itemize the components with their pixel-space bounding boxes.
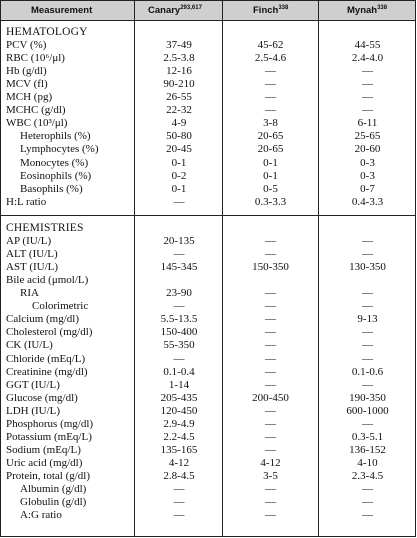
section-title: HEMATOLOGY	[6, 26, 88, 38]
finch-value: —	[265, 65, 276, 78]
header-canary-ref: 293,617	[180, 4, 202, 11]
table-row	[1, 299, 415, 313]
mynah-value: 44-55	[354, 39, 381, 52]
mynah-value: —	[362, 326, 373, 339]
header-canary-label: Canary	[148, 5, 181, 16]
row-label: Sodium (mEq/L)	[6, 443, 81, 456]
table-row	[1, 325, 415, 339]
mynah-value: 25-65	[354, 130, 381, 143]
row-label: WBC (10³/μl)	[6, 117, 68, 130]
mynah-value: 9-13	[357, 313, 378, 326]
finch-value: 3-8	[263, 117, 278, 130]
table-row	[1, 417, 415, 431]
canary-value: —	[173, 300, 185, 313]
finch-value: 45-62	[257, 39, 284, 52]
mynah-value: 600-1000	[346, 404, 389, 417]
finch-value: —	[265, 287, 276, 300]
mynah-value: —	[362, 104, 373, 117]
finch-value: 20-65	[257, 130, 284, 143]
row-label: Cholesterol (mg/dl)	[6, 326, 93, 339]
row-label: Hb (g/dl)	[6, 65, 47, 78]
mynah-value: —	[362, 287, 373, 300]
row-label: MCV (fl)	[6, 78, 48, 91]
table-row	[1, 273, 415, 287]
finch-value: —	[265, 104, 276, 117]
canary-value: —	[173, 195, 185, 208]
finch-value: —	[265, 483, 276, 495]
canary-value: 4-9	[171, 117, 187, 130]
row-label: Basophils (%)	[20, 182, 83, 195]
canary-value: 0.1-0.4	[163, 365, 195, 378]
finch-value: —	[265, 300, 276, 313]
section-divider	[1, 215, 415, 216]
table-row	[1, 312, 415, 326]
row-label: Eosinophils (%)	[20, 169, 92, 182]
table-row	[1, 169, 415, 183]
finch-value: —	[265, 365, 276, 378]
canary-value: 145-345	[160, 261, 198, 274]
table-row	[1, 365, 415, 379]
mynah-value: 190-350	[349, 391, 386, 404]
finch-value: —	[265, 248, 276, 261]
canary-value: 0-1	[171, 182, 187, 195]
table-row	[1, 156, 415, 170]
mynah-value: 0.3-5.1	[351, 430, 384, 443]
table-row	[1, 129, 415, 143]
row-label: Albumin (g/dl)	[20, 483, 87, 495]
table-header	[1, 1, 415, 21]
mynah-value: —	[362, 91, 373, 104]
canary-value: 120-450	[160, 404, 198, 417]
row-label: Uric acid (mg/dl)	[6, 456, 83, 469]
mynah-value: 2.3-4.5	[351, 469, 384, 482]
row-label: Lymphocytes (%)	[20, 143, 99, 156]
row-label: Potassium (mEq/L)	[6, 430, 92, 443]
mynah-value: 0.1-0.6	[351, 365, 384, 378]
canary-value: 205-435	[160, 391, 198, 404]
table-row	[1, 260, 415, 274]
row-label: GGT (IU/L)	[6, 378, 60, 391]
mynah-value: —	[362, 339, 373, 352]
row-label: RIA	[20, 287, 39, 300]
finch-value: —	[265, 235, 276, 248]
row-label: H:L ratio	[6, 195, 47, 208]
finch-value: —	[265, 78, 276, 91]
table-row	[1, 286, 415, 300]
canary-value: 150-400	[160, 326, 198, 339]
table-row	[1, 352, 415, 366]
finch-value: —	[265, 339, 276, 352]
row-label: MCH (pg)	[6, 91, 53, 104]
canary-value: —	[173, 483, 185, 495]
row-label: RBC (10⁶/μl)	[6, 52, 65, 65]
table-row	[1, 338, 415, 352]
table-row	[1, 378, 415, 392]
table-row	[1, 77, 415, 91]
header-mynah-label: Mynah	[347, 5, 378, 16]
mynah-value: 0-3	[360, 169, 375, 182]
table-row	[1, 64, 415, 78]
finch-value: 200-450	[252, 391, 289, 404]
finch-value: 4-12	[260, 456, 281, 469]
finch-value: —	[265, 91, 276, 104]
table-row	[1, 404, 415, 418]
header-mynah-ref: 338	[377, 4, 388, 11]
table-row	[1, 234, 415, 248]
finch-value: 0-1	[263, 169, 278, 182]
finch-value: 150-350	[252, 261, 289, 274]
finch-value: —	[265, 443, 276, 456]
canary-value: 26-55	[166, 91, 192, 104]
mynah-value: 2.4-4.0	[351, 52, 384, 65]
section-heading	[1, 25, 415, 39]
row-label: Creatinine (mg/dl)	[6, 365, 88, 378]
table-row	[1, 195, 415, 209]
mynah-value: —	[362, 378, 373, 391]
table-row	[1, 391, 415, 405]
finch-value: —	[265, 378, 276, 391]
row-label: Calcium (mg/dl)	[6, 313, 80, 326]
row-label: AST (IU/L)	[6, 261, 59, 274]
finch-value: 3-5	[263, 469, 278, 482]
canary-value: 135-165	[160, 443, 198, 456]
header-measurement: Measurement	[31, 5, 93, 16]
finch-value: —	[265, 404, 276, 417]
mynah-value: 130-350	[349, 261, 386, 274]
canary-value: —	[173, 509, 185, 522]
header-finch	[253, 5, 288, 16]
canary-value: —	[173, 352, 185, 365]
table-row	[1, 38, 415, 52]
canary-value: 20-135	[163, 235, 195, 248]
canary-value: —	[173, 248, 185, 261]
canary-value: 12-16	[166, 65, 192, 78]
canary-value: 20-45	[166, 143, 192, 156]
finch-value: 0.3-3.3	[254, 195, 287, 208]
header-canary	[148, 5, 202, 16]
canary-value: 5.5-13.5	[160, 313, 198, 326]
mynah-value: —	[362, 352, 373, 365]
table-row	[1, 495, 415, 509]
row-label: CK (IU/L)	[6, 339, 53, 352]
mynah-value: —	[362, 509, 373, 522]
canary-value: 22-32	[166, 104, 192, 117]
canary-value: 4-12	[168, 456, 190, 469]
mynah-value: 6-11	[357, 117, 378, 130]
finch-value: 0-1	[263, 156, 278, 169]
table-row	[1, 469, 415, 483]
mynah-value: —	[362, 417, 373, 430]
canary-value: —	[173, 496, 185, 509]
row-label: Globulin (g/dl)	[20, 496, 87, 509]
mynah-value: —	[362, 300, 373, 313]
row-label: A:G ratio	[20, 509, 62, 522]
finch-value: 0-5	[263, 182, 278, 195]
row-label: Glucose (mg/dl)	[6, 391, 78, 404]
canary-value: 90-210	[163, 78, 195, 91]
header-finch-ref: 338	[278, 4, 289, 11]
mynah-value: 20-60	[354, 143, 381, 156]
row-label: LDH (IU/L)	[6, 404, 61, 417]
finch-value: —	[265, 509, 276, 522]
section-heading	[1, 221, 415, 235]
header-finch-label: Finch	[253, 5, 279, 16]
row-label: AP (IU/L)	[6, 235, 52, 248]
mynah-value: —	[362, 65, 373, 78]
canary-value: 50-80	[166, 130, 192, 143]
finch-value: 20-65	[257, 143, 284, 156]
header-mynah	[347, 5, 387, 16]
finch-value: —	[265, 352, 276, 365]
canary-value: 23-90	[166, 287, 192, 300]
mynah-value: 0-7	[360, 182, 375, 195]
row-label: Heterophils (%)	[20, 130, 91, 143]
table-row	[1, 116, 415, 130]
canary-value: 0-2	[171, 169, 187, 182]
canary-value: 0-1	[171, 156, 187, 169]
row-label: Bile acid (μmol/L)	[6, 274, 89, 287]
row-label: ALT (IU/L)	[6, 248, 58, 261]
table-row	[1, 90, 415, 104]
row-label: Phosphorus (mg/dl)	[6, 417, 94, 430]
finch-value: —	[265, 326, 276, 339]
mynah-value: 136-152	[349, 443, 386, 456]
table-row	[1, 51, 415, 65]
row-label: Protein, total (g/dl)	[6, 469, 91, 482]
table-row	[1, 443, 415, 457]
row-label: MCHC (g/dl)	[6, 104, 66, 117]
mynah-value: —	[362, 248, 373, 261]
finch-value: 2.5-4.6	[254, 52, 287, 65]
row-label: PCV (%)	[6, 39, 47, 52]
table-row	[1, 482, 415, 496]
table-row	[1, 430, 415, 444]
table-row	[1, 508, 415, 522]
row-label: Monocytes (%)	[20, 156, 89, 169]
table-row	[1, 182, 415, 196]
finch-value: —	[265, 417, 276, 430]
canary-value: 2.9-4.9	[163, 417, 195, 430]
row-label: Colorimetric	[32, 300, 89, 313]
mynah-value: —	[362, 235, 373, 248]
canary-value: 37-49	[166, 39, 192, 52]
table-row	[1, 456, 415, 470]
canary-value: 55-350	[163, 339, 195, 352]
finch-value: —	[265, 313, 276, 326]
table-row	[1, 247, 415, 261]
finch-value: —	[265, 430, 276, 443]
row-label: Chloride (mEq/L)	[6, 352, 86, 365]
mynah-value: 4-10	[357, 456, 378, 469]
finch-value: —	[265, 496, 276, 509]
table-row	[1, 103, 415, 117]
section-title: CHEMISTRIES	[6, 222, 84, 234]
canary-value: 2.5-3.8	[163, 52, 195, 65]
mynah-value: 0.4-3.3	[351, 195, 384, 208]
table-row	[1, 142, 415, 156]
mynah-value: 0-3	[360, 156, 375, 169]
canary-value: 2.8-4.5	[163, 469, 195, 482]
mynah-value: —	[362, 483, 373, 495]
mynah-value: —	[362, 78, 373, 91]
canary-value: 2.2-4.5	[163, 430, 195, 443]
canary-value: 1-14	[168, 378, 190, 391]
mynah-value: —	[362, 496, 373, 509]
